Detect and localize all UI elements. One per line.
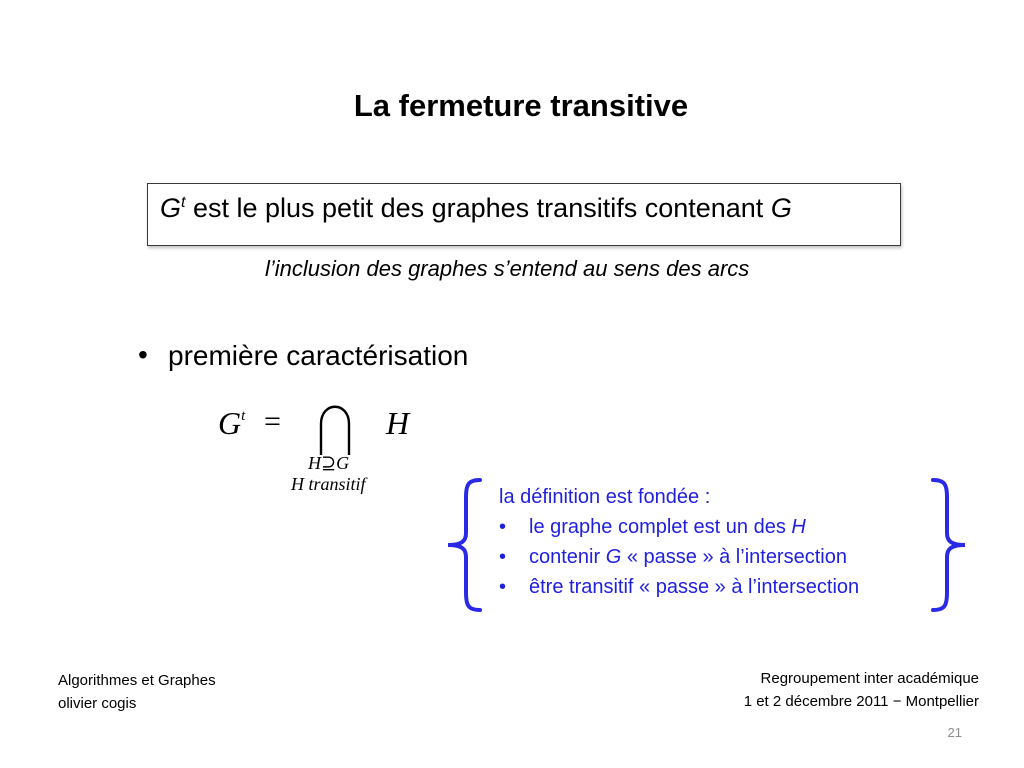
big-intersection-symbol: [316, 404, 354, 456]
list-item-text: le graphe complet est un des: [529, 516, 792, 538]
list-item-marker: •: [499, 576, 507, 598]
footer-right: [744, 667, 979, 713]
list-item-marker: •: [499, 546, 507, 568]
page-number: 21: [947, 725, 962, 740]
list-item: [486, 572, 859, 602]
bullet-marker: •: [138, 339, 148, 370]
list-item: [486, 512, 859, 542]
list-item: [486, 542, 859, 572]
list-item-italic: G: [605, 546, 622, 568]
footer-author: olivier cogis: [58, 695, 137, 712]
formula-rhs: H: [386, 405, 410, 441]
slide-title: La fermeture transitive: [353, 88, 689, 123]
formula-condition-transitive: H transitif: [291, 474, 366, 494]
definition-superscript: t: [181, 194, 186, 211]
inclusion-note: l’inclusion des graphes s’entend au sens des arcs: [265, 256, 750, 281]
justification-intro: la définition est fondée :: [499, 486, 711, 508]
footer-event: Regroupement inter académique: [760, 670, 979, 687]
formula-lhs-superscript: t: [241, 408, 246, 424]
footer-course: Algorithmes et Graphes: [58, 672, 216, 689]
left-brace: [440, 475, 490, 615]
justification-box: [486, 482, 859, 602]
formula-lhs: [218, 405, 245, 442]
definition-body: est le plus petit des graphes transitifs contenant: [185, 193, 771, 223]
formula-lhs-letter: G: [218, 405, 242, 441]
list-item-italic: H: [791, 516, 806, 538]
footer-date: 1 et 2 décembre 2011 − Montpellier: [743, 693, 979, 710]
definition-object: G: [770, 193, 792, 223]
list-item-text: être transitif « passe » à l’intersection: [529, 576, 860, 598]
list-item-text: contenir: [529, 546, 606, 568]
formula-equals: =: [264, 405, 281, 438]
right-brace: [925, 475, 975, 615]
list-item-marker: •: [499, 516, 507, 538]
definition-text: [160, 193, 792, 224]
bullet-text: première caractérisation: [168, 340, 469, 371]
list-item-text-after: « passe » à l’intersection: [621, 546, 847, 568]
footer-left: [58, 669, 216, 715]
definition-subject: G: [160, 193, 182, 223]
formula-condition-superset: H⊇G: [308, 453, 350, 473]
